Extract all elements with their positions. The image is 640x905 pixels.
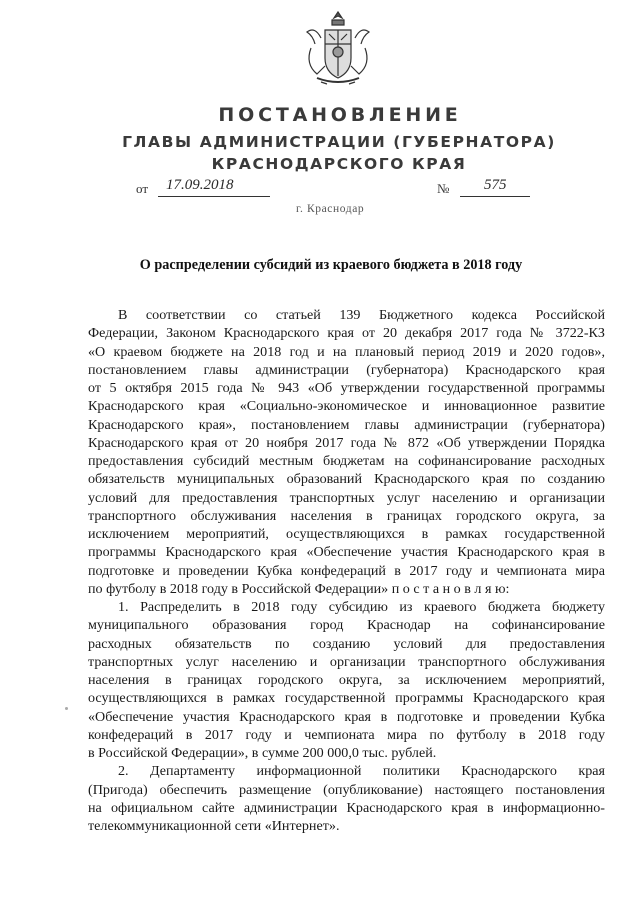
body-line: населения в границах городского округа, за исключением мероприятий, xyxy=(88,672,605,688)
number-underline xyxy=(460,196,530,197)
date-underline xyxy=(158,196,270,197)
body-line: «О краевом бюджете на 2018 год и на плановый период 2019 и 2020 годов», xyxy=(88,343,605,360)
body-line: осуществляющихся в рамках государственной программы Краснодарского края xyxy=(88,690,605,707)
body-line: по футболу в 2018 году в Российской Федерации» п о с т а н о в л я ю: xyxy=(88,580,510,597)
body-line: В соответствии со статьей 139 Бюджетного кодекса Российской xyxy=(118,307,605,323)
body-line: Краснодарского края «Социально-экономическое и инновационное развитие xyxy=(88,398,605,415)
body-line: расходных обязательств по созданию условий для предоставления xyxy=(88,635,605,652)
coat-of-arms-emblem xyxy=(301,8,375,88)
date-prefix: от xyxy=(136,181,149,196)
body-line: конфедераций в 2017 году и чемпионата мира по футболу в 2018 году xyxy=(88,726,605,743)
number-handwritten: 575 xyxy=(484,177,507,193)
body-line: обязательств муниципальных образований Краснодарского края по созданию xyxy=(88,471,605,488)
date-handwritten: 17.09.2018 xyxy=(166,177,234,193)
body-line: предоставления субсидий местным бюджетам на софинансирование расходных xyxy=(88,453,605,469)
body-line: Краснодарского края», постановлением главы администрации (губернатора) xyxy=(88,416,605,433)
city-label: г. Краснодар xyxy=(296,203,365,215)
body-line: 2. Департаменту информационной политики Краснодарского края xyxy=(118,763,605,780)
body-line: программы Краснодарского края «Обеспечение участия Краснодарского края в xyxy=(88,544,605,561)
body-line: транспортного обслуживания населения в границах городского округа, за xyxy=(88,507,605,524)
scan-speck xyxy=(65,707,68,710)
body-line: «Обеспечение участия Краснодарского края в подготовке и проведении Кубка xyxy=(88,708,605,725)
body-line: телекоммуникационной сети «Интернет». xyxy=(88,818,340,834)
region-heading: КРАСНОДАРСКОГО КРАЯ xyxy=(211,155,467,173)
body-line: на официальном сайте администрации Краснодарского края в информационно- xyxy=(88,799,605,816)
issuing-authority-heading: ГЛАВЫ АДМИНИСТРАЦИИ (ГУБЕРНАТОРА) xyxy=(122,133,556,151)
body-line: в Российской Федерации», в сумме 200 000,0 тыс. рублей. xyxy=(88,745,437,761)
document-body xyxy=(88,306,605,835)
body-line: 1. Распределить в 2018 году субсидию из краевого бюджета бюджету xyxy=(118,599,605,615)
body-line: от 5 октября 2015 года № 943 «Об утверждении государственной программы xyxy=(88,380,605,396)
body-line: подготовке и проведении Кубка конфедераций в 2017 году и чемпионата мира xyxy=(88,562,605,579)
body-line: Федерации, Законом Краснодарского края от 20 декабря 2017 года № 3722-КЗ xyxy=(88,325,605,342)
body-line: постановлением главы администрации (губернатора) Краснодарского края xyxy=(88,361,605,378)
body-line: транспортных услуг населению и организации транспортного обслуживания xyxy=(88,653,605,670)
number-prefix: № xyxy=(437,181,450,196)
body-line: (Пригода) обеспечить размещение (опубликование) настоящего постановления xyxy=(88,781,605,798)
body-line: условий для предоставления транспортных услуг населению и организации xyxy=(88,489,605,506)
body-line: муниципального образования город Краснодар на софинансирование xyxy=(88,617,605,634)
document-type-heading: ПОСТАНОВЛЕНИЕ xyxy=(218,104,462,126)
document-title: О распределении субсидий из краевого бюджета в 2018 году xyxy=(139,257,523,273)
body-line: Краснодарского края от 20 ноября 2017 года № 872 «Об утверждении Порядка xyxy=(88,434,605,451)
body-line: исключением мероприятий, осуществляющихся в рамках государственной xyxy=(88,526,605,542)
